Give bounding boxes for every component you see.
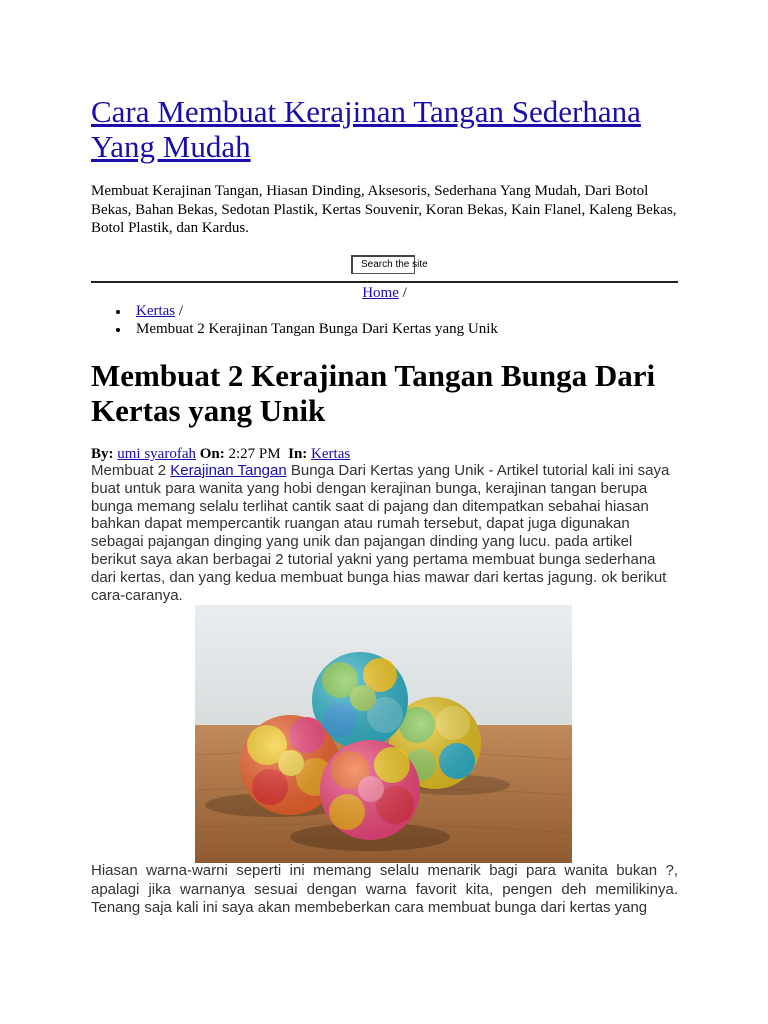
post-intro xyxy=(91,462,678,604)
breadcrumb-home-link[interactable]: Home xyxy=(362,285,399,301)
paper-ball-pink xyxy=(320,740,420,840)
search-input[interactable]: Search the site xyxy=(351,255,415,274)
post-time: 2:27 PM xyxy=(228,446,281,462)
breadcrumb-separator: / xyxy=(178,303,184,319)
breadcrumb-item-current: Membuat 2 Kerajinan Tangan Bunga Dari Kertas yang Unik xyxy=(91,320,498,338)
post-paragraph-2: Hiasan warna-warni seperti ini memang selalu menarik bagi para wanita bukan ?, apalagi jika warnanya sesuai dengan warna favorit kita, pengen deh memilikinya. Tenang saja kali ini saya akan membeberkan cara membuat bunga dari kertas yang xyxy=(91,862,678,916)
breadcrumb-item-category xyxy=(91,302,498,320)
category-link[interactable]: Kertas xyxy=(311,446,351,462)
breadcrumb xyxy=(91,284,678,303)
post-byline xyxy=(91,445,350,463)
site-title-link[interactable]: Cara Membuat Kerajinan Tangan Sederhana Yang Mudah xyxy=(91,94,641,164)
site-description: Membuat Kerajinan Tangan, Hiasan Dinding, Aksesoris, Sederhana Yang Mudah, Dari Botol Bekas, Bahan Bekas, Sedotan Plastik, Kertas Souvenir, Koran Bekas, Kain Flanel, Kaleng Bekas, Botol Plastik, dan Kardus. xyxy=(91,183,677,236)
author-link[interactable]: umi syarofah xyxy=(117,446,196,462)
in-label: In: xyxy=(288,446,308,462)
post-title: Membuat 2 Kerajinan Tangan Bunga Dari Kertas yang Unik xyxy=(91,358,656,428)
paper-flower-balls-photo xyxy=(195,605,572,863)
by-label: By: xyxy=(91,446,114,462)
header-divider xyxy=(91,281,678,283)
kerajinan-tangan-link[interactable]: Kerajinan Tangan xyxy=(170,462,287,479)
breadcrumb-separator: / xyxy=(402,285,407,301)
breadcrumb-list xyxy=(91,302,498,338)
site-title xyxy=(91,94,691,164)
breadcrumb-category-link[interactable]: Kertas xyxy=(136,303,176,319)
intro-prefix: Membuat 2 xyxy=(91,462,171,479)
intro-rest: Bunga Dari Kertas yang Unik - Artikel tutorial kali ini saya buat untuk para wanita yang hobi dengan kerajinan bunga, kerajinan tangan berupa bunga memang selalu terlihat cantik saat di pajang dan ditempatkan sebahai hiasan bahkan dapat mempercantik ruangan atau rumah tersebut, dapat juga digunakan sebagai pajangan dinging yang unik dan pajangan dinding yang lucu. pada artikel berikut saya akan berbagai 2 tutorial yakni yang pertama membuat bunga sederhana dari kertas, dan yang kedua membuat bunga hias mawar dari kertas jagung. ok berikut cara-caranya. xyxy=(91,462,670,604)
on-label: On: xyxy=(199,446,225,462)
